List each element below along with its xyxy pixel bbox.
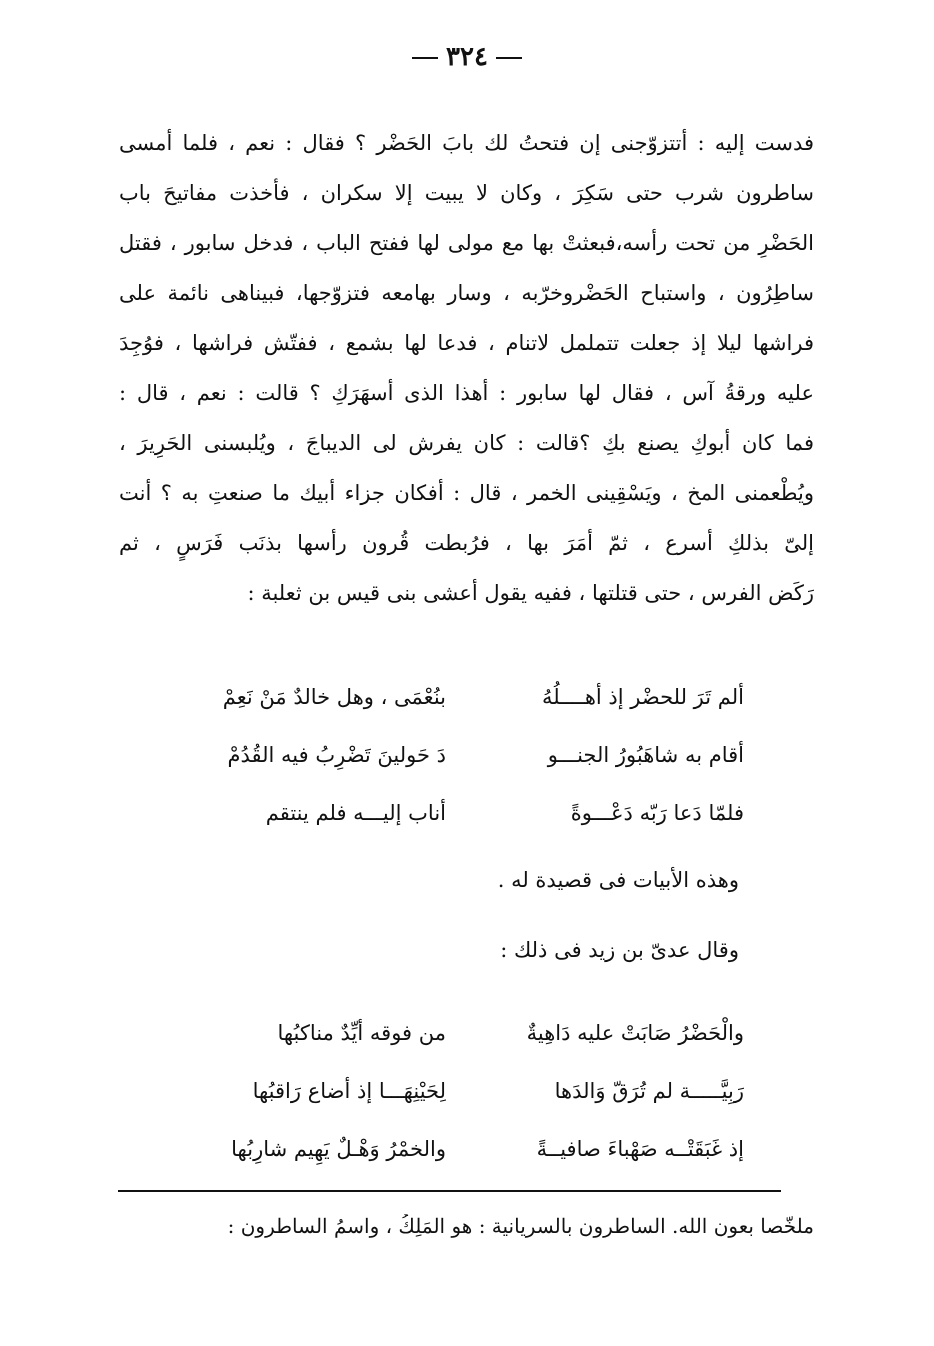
prose-line: فراشها ليلا إذ جعلت تتململ لاتنام ، فدعا لها بشمع ، ففتّش فراشها ، فوُجِدَ bbox=[119, 331, 814, 355]
footnote: ملخّصا بعون الله. الساطرون بالسريانية : هو المَلِكُ ، واسمُ الساطرون : bbox=[227, 1214, 814, 1238]
verse-second-hemistich: بنُعْمَى ، وهل خالدٌ مَنْ نَعِمْ bbox=[222, 685, 446, 709]
poem-verse bbox=[156, 668, 744, 726]
prose-line: رَكَض الفرس ، حتى قتلتها ، ففيه يقول أعشى بنى قيس بن ثعلبة : bbox=[247, 581, 814, 605]
verse-first-hemistich: والْحَضْرُ صَابَتْ عليه دَاهِيةٌ bbox=[526, 1021, 744, 1045]
verse-intro: وقال عدىّ بن زيد فى ذلك : bbox=[500, 938, 739, 962]
prose-line: ويُطْعمنى المخ ، ويَسْقِينى الخمر ، قال : أفكان جزاء أبيك ما صنعتِ به ؟ أنت bbox=[119, 481, 814, 505]
poem-verse bbox=[156, 1062, 744, 1120]
ornament-dash bbox=[412, 57, 438, 59]
prose-line: ساطرون شرب حتى سَكِرَ ، وكان لا يبيت إلا سكران ، فأخذت مفاتيحَ باب bbox=[119, 181, 814, 205]
verse-second-hemistich: والخمْرُ وَهْـلٌ يَهِيم شارِبُها bbox=[231, 1137, 446, 1161]
poem-al-asha bbox=[156, 668, 744, 842]
verse-first-hemistich: ألم تَرَ للحضْر إذ أهــــلُهُ bbox=[542, 685, 744, 709]
poem-verse bbox=[156, 784, 744, 842]
footnote-divider bbox=[118, 1190, 781, 1192]
verse-second-hemistich: دَ حَولينَ تَضْرِبُ فيه القُدُمْ bbox=[227, 743, 446, 767]
prose-line: الحَضْرِ من تحت رأسه،فبعثتْ بها مع مولى لها ففتح الباب ، فدخل سابور ، فقتل bbox=[119, 231, 814, 255]
ornament-dash bbox=[496, 57, 522, 59]
verse-second-hemistich: من فوقه أيِّدٌ مناكبُها bbox=[277, 1021, 446, 1045]
verse-first-hemistich: رَبِيَّـــــة لم تُرَقّ وَالدَها bbox=[554, 1079, 744, 1103]
poem-adi-bin-zayd bbox=[156, 1004, 744, 1178]
prose-line: إلىّ بذلكِ أسرع ، ثمّ أمَرَ بها ، فرُبطت قُرون رأسها بذنَب فَرَسٍ ، ثم bbox=[119, 531, 814, 555]
prose-line: فما كان أبوكِ يصنع بكِ ؟قالت : كان يفرش لى الديباجَ ، ويُلبسنى الحَرِيرَ ، bbox=[119, 431, 814, 455]
poem-verse bbox=[156, 1120, 744, 1178]
verse-second-hemistich: لِحَيْنِهَـــا إذ أضاع رَاقبُها bbox=[252, 1079, 446, 1103]
prose-line: ساطِرُون ، واستباح الحَضْروخرّبه ، وسار بهامعه فتزوّجها، فبيناهى نائمة على bbox=[119, 281, 814, 305]
page-number-text: ٣٢٤ bbox=[446, 42, 488, 72]
page-number bbox=[0, 42, 934, 72]
poem-verse bbox=[156, 726, 744, 784]
verse-note: وهذه الأبيات فى قصيدة له . bbox=[497, 868, 739, 892]
verse-second-hemistich: أناب إليـــه فلم ينتقم bbox=[265, 801, 446, 825]
prose-line: فدست إليه : أتتزوّجنى إن فتحتُ لك بابَ الحَضْر ؟ فقال : نعم ، فلما أمسى bbox=[119, 131, 814, 155]
verse-first-hemistich: أقام به شاهَبُورُ الجنـــو bbox=[547, 743, 744, 767]
poem-verse bbox=[156, 1004, 744, 1062]
prose-paragraph bbox=[119, 118, 814, 618]
verse-first-hemistich: فلمّا دَعا رَبّه دَعْـــوةً bbox=[570, 801, 744, 825]
prose-line: عليه ورقةُ آس ، فقال لها سابور : أهذا الذى أسهَرَكِ ؟ قالت : نعم ، قال : bbox=[119, 381, 814, 405]
verse-first-hemistich: إذ غَبَقَتْــه صَهْباءَ صافيــةً bbox=[536, 1137, 744, 1161]
